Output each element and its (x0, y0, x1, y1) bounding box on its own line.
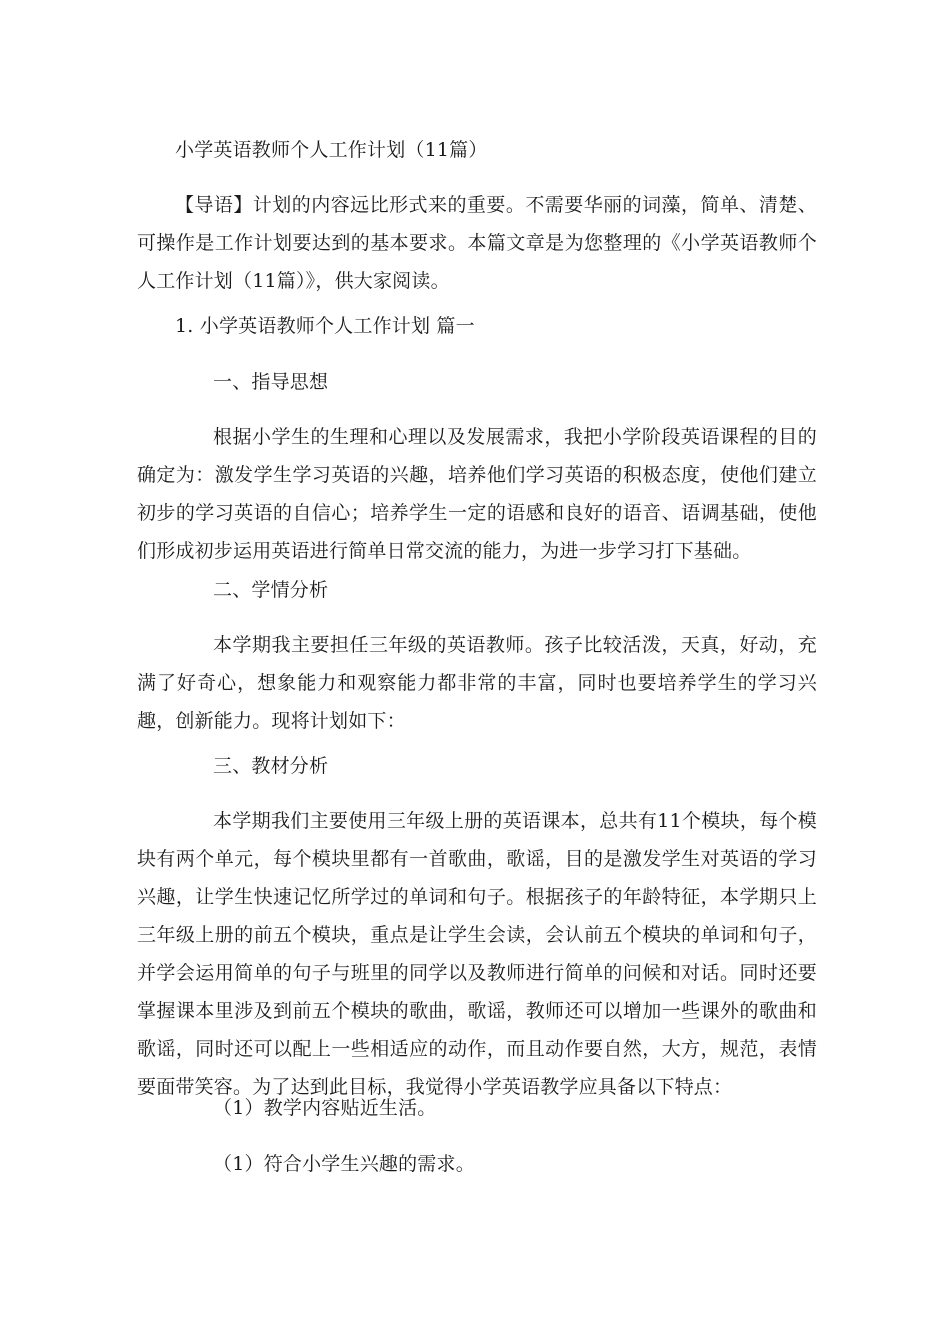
document-title: 小学英语教师个人工作计划（11篇） (175, 139, 488, 161)
list-item-1: （1）教学内容贴近生活。 (213, 1097, 437, 1119)
paragraph-guiding-ideology: 根据小学生的生理和心理以及发展需求，我把小学阶段英语课程的目的确定为：激发学生学习英语的兴趣，培养他们学习英语的积极态度，使他们建立初步的学习英语的自信心；培养学生一定的语感和良好的语音、语调基础，使他们形成初步运用英语进行简单日常交流的能力，为进一步学习打下基础。 (137, 426, 817, 562)
heading-guiding-ideology: 一、指导思想 (213, 371, 329, 393)
list-item-2: （1）符合小学生兴趣的需求。 (213, 1153, 475, 1175)
heading-textbook-analysis: 三、教材分析 (213, 755, 329, 777)
paragraph-textbook-analysis: 本学期我们主要使用三年级上册的英语课本，总共有11个模块，每个模块有两个单元，每个模块里都有一首歌曲，歌谣，目的是激发学生对英语的学习兴趣，让学生快速记忆所学过的单词和句子。根据孩子的年龄特征，本学期只上三年级上册的前五个模块，重点是让学生会读，会认前五个模块的单词和句子，并学会运用简单的句子与班里的同学以及教师进行简单的问候和对话。同时还要掌握课本里涉及到前五个模块的歌曲，歌谣，教师还可以增加一些课外的歌曲和歌谣，同时还可以配上一些相适应的动作，而且动作要自然，大方，规范，表情要面带笑容。为了达到此目标，我觉得小学英语教学应具备以下特点： (137, 810, 817, 1098)
section-title: 1. 小学英语教师个人工作计划 篇一 (175, 315, 475, 337)
paragraph-student-analysis: 本学期我主要担任三年级的英语教师。孩子比较活泼，天真，好动，充满了好奇心，想象能力和观察能力都非常的丰富，同时也要培养学生的学习兴趣，创新能力。现将计划如下： (137, 634, 817, 732)
heading-student-analysis: 二、学情分析 (213, 579, 329, 601)
intro-paragraph: 【导语】计划的内容远比形式来的重要。不需要华丽的词藻，简单、清楚、可操作是工作计划要达到的基本要求。本篇文章是为您整理的《小学英语教师个人工作计划（11篇）》，供大家阅读。 (137, 194, 817, 292)
